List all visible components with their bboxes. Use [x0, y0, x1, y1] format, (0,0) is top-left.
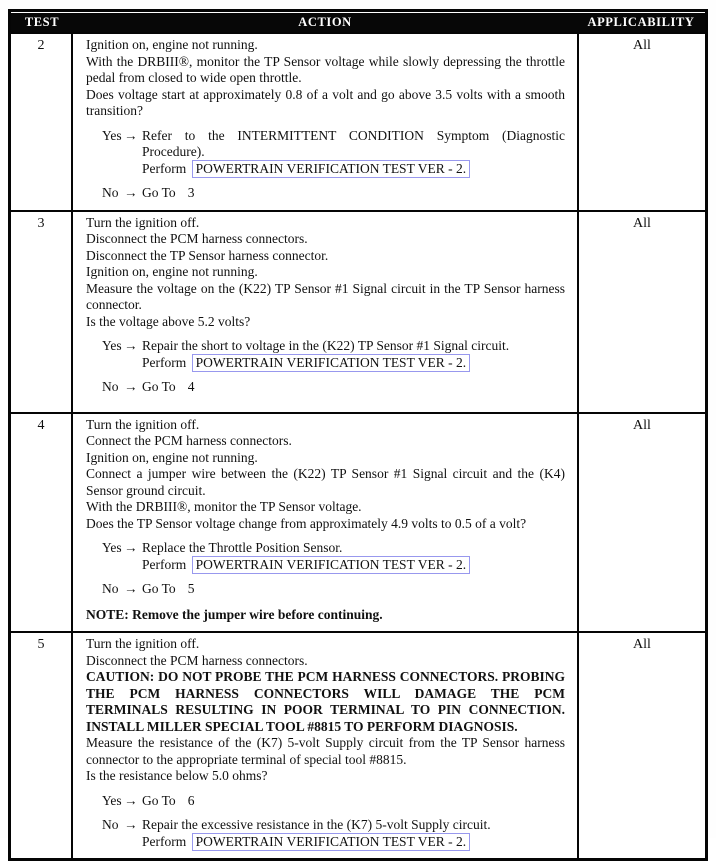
arrow-right-icon: → [124, 792, 138, 808]
perform-label: Perform [142, 354, 187, 370]
action-cell [73, 34, 579, 210]
result-text: Repair the excessive resistance in the (K7) 5-volt Supply circuit. [142, 817, 491, 832]
test-cell [11, 633, 73, 858]
action-line: With the DRBIII®, monitor the TP Sensor voltage. [86, 499, 362, 514]
action-line: Turn the ignition off. [86, 416, 200, 432]
action-line: Ignition on, engine not running. [86, 449, 258, 465]
applicability-value: All [633, 417, 651, 433]
table-row [11, 210, 705, 412]
test-cell [11, 34, 73, 210]
test-cell [11, 414, 73, 632]
powertrain-verification-link[interactable]: POWERTRAIN VERIFICATION TEST VER - 2. [192, 354, 470, 372]
action-line: Disconnect the PCM harness connectors. [86, 652, 308, 668]
decision-yes [102, 338, 565, 371]
action-line: Turn the ignition off. [86, 636, 200, 651]
perform-label: Perform [142, 833, 187, 849]
applicability-value: All [633, 38, 651, 53]
test-cell [11, 212, 73, 412]
arrow-right-icon: → [124, 185, 138, 200]
diagnostic-table [8, 9, 708, 861]
answer-label: No [102, 581, 119, 596]
test-number: 5 [37, 637, 45, 652]
action-line: Measure the voltage on the (K22) TP Sensor #1 Signal circuit in the TP Sensor harness connector. [86, 280, 565, 312]
applicability-value: All [633, 637, 651, 652]
applicability-cell [579, 633, 705, 858]
decision-no [102, 817, 565, 850]
goto-target: 3 [187, 185, 195, 200]
header-applicability: APPLICABILITY [587, 15, 695, 29]
perform-line [142, 161, 565, 178]
decision-no [102, 581, 565, 598]
decision-yes [102, 793, 565, 810]
perform-line [142, 834, 565, 851]
arrow-right-icon: → [124, 338, 138, 353]
applicability-cell [579, 212, 705, 412]
action-cell [73, 212, 579, 412]
answer-label: Yes [102, 127, 122, 143]
arrow-right-icon: → [124, 817, 138, 832]
action-line: With the DRBIII®, monitor the TP Sensor voltage while slowly depressing the throttle pedal from closed to wide open throttle. [86, 53, 565, 85]
action-cell [73, 414, 579, 632]
answer-label: Yes [102, 338, 122, 353]
note-line: NOTE: Remove the jumper wire before continuing. [86, 606, 383, 622]
decision-result [142, 817, 565, 850]
goto-target: 5 [187, 581, 195, 596]
action-line: Ignition on, engine not running. [86, 264, 258, 279]
table-row [11, 32, 705, 210]
powertrain-verification-link[interactable]: POWERTRAIN VERIFICATION TEST VER - 2. [192, 556, 470, 574]
action-line: Does the TP Sensor voltage change from approximately 4.9 volts to 0.5 of a volt? [86, 515, 527, 531]
action-line: Connect a jumper wire between the (K22) TP Sensor #1 Signal circuit and the (K4) Sensor ground circuit. [86, 466, 565, 498]
decision-yes [102, 540, 565, 573]
goto-label: Go To [142, 581, 176, 596]
goto-label: Go To [142, 185, 176, 200]
perform-label: Perform [142, 556, 187, 572]
table-row [11, 631, 705, 858]
test-number: 3 [37, 215, 45, 231]
action-line: Measure the resistance of the (K7) 5-volt Supply circuit from the TP Sensor harness connector to the appropriate terminal of special tool #8815. [86, 735, 565, 767]
decision-result [142, 338, 565, 371]
decision-result [142, 379, 565, 396]
test-number: 2 [37, 38, 45, 53]
decision-result [142, 540, 565, 573]
decision-yes [102, 128, 565, 178]
test-number: 4 [37, 417, 45, 433]
goto-label: Go To [142, 379, 176, 394]
applicability-value: All [633, 215, 651, 231]
applicability-cell [579, 414, 705, 632]
powertrain-verification-link[interactable]: POWERTRAIN VERIFICATION TEST VER - 2. [192, 833, 470, 851]
header-action: ACTION [298, 15, 352, 29]
action-line: Ignition on, engine not running. [86, 37, 258, 52]
decision-result [142, 185, 565, 202]
arrow-right-icon: → [124, 540, 138, 555]
table-header-row [11, 12, 705, 32]
decision-result [142, 128, 565, 178]
action-cell [73, 633, 579, 858]
perform-line [142, 355, 565, 372]
goto-target: 4 [187, 379, 195, 394]
decision-no [102, 379, 565, 396]
action-line: Turn the ignition off. [86, 214, 200, 230]
header-test: TEST [24, 15, 60, 29]
arrow-right-icon: → [124, 127, 138, 143]
table-row [11, 412, 705, 632]
result-text: Repair the short to voltage in the (K22) TP Sensor #1 Signal circuit. [142, 338, 510, 353]
perform-label: Perform [142, 160, 187, 176]
arrow-right-icon: → [124, 581, 138, 596]
action-line: Disconnect the PCM harness connectors. [86, 231, 308, 246]
decision-result [142, 581, 565, 598]
answer-label: No [102, 817, 119, 832]
goto-target: 6 [187, 792, 195, 808]
applicability-cell [579, 34, 705, 210]
powertrain-verification-link[interactable]: POWERTRAIN VERIFICATION TEST VER - 2. [192, 160, 470, 178]
decision-result [142, 793, 565, 810]
action-line: Does voltage start at approximately 0.8 of a volt and go above 3.5 volts with a smooth transition? [86, 86, 565, 118]
action-line: Disconnect the TP Sensor harness connector. [86, 247, 329, 263]
decision-no [102, 185, 565, 202]
action-line: Is the resistance below 5.0 ohms? [86, 768, 268, 783]
arrow-right-icon: → [124, 379, 138, 394]
action-line: Connect the PCM harness connectors. [86, 433, 292, 448]
goto-label: Go To [142, 792, 176, 808]
answer-label: Yes [102, 540, 122, 555]
result-text: Refer to the INTERMITTENT CONDITION Symptom (Diagnostic Procedure). [142, 127, 565, 159]
answer-label: No [102, 185, 119, 200]
answer-label: No [102, 379, 119, 394]
action-line: Is the voltage above 5.2 volts? [86, 313, 251, 329]
answer-label: Yes [102, 792, 122, 808]
result-text: Replace the Throttle Position Sensor. [142, 540, 343, 555]
caution-line: CAUTION: DO NOT PROBE THE PCM HARNESS CONNECTORS. PROBING THE PCM HARNESS CONNECTORS WILL DAMAGE THE PCM TERMINALS RESULTING IN POOR TERMINAL TO PIN CONNECTION. INSTALL MILLER SPECIAL TOOL #8815 TO PERFORM DIAGNOSIS. [86, 669, 565, 734]
perform-line [142, 557, 565, 574]
